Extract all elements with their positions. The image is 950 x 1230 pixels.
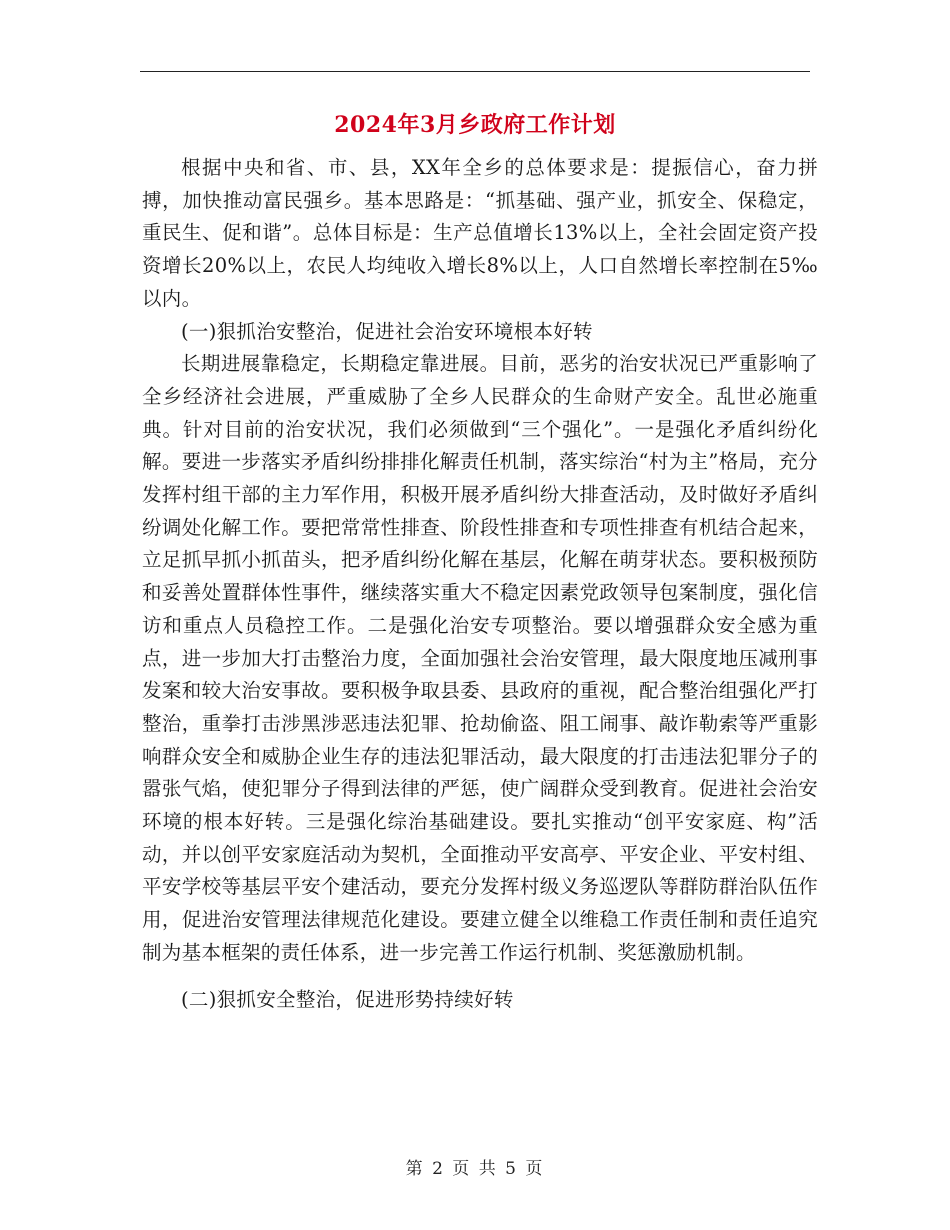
header-rule: [140, 71, 810, 72]
section-1-paragraph: 长期进展靠稳定，长期稳定靠进展。目前，恶劣的治安状况已严重影响了全乡经济社会进展，严重威胁了全乡人民群众的生命财产安全。乱世必施重典。针对目前的治安状况，我们必须做到“三个强化”。一是强化矛盾纠纷化解。要进一步落实矛盾纠纷排排化解责任机制，落实综治“村为主”格局，充分发挥村组干部的主力军作用，积极开展矛盾纠纷大排查活动，及时做好矛盾纠纷调处化解工作。要把常常性排查、阶段性排查和专项性排查有机结合起来，立足抓早抓小抓苗头，把矛盾纠纷化解在基层，化解在萌芽状态。要积极预防和妥善处置群体性事件，继续落实重大不稳定因素党政领导包案制度，强化信访和重点人员稳控工作。二是强化治安专项整治。要以增强群众安全感为重点，进一步加大打击整治力度，全面加强社会治安管理，最大限度地压减刑事发案和较大治安事故。要积极争取县委、县政府的重视，配合整治组强化严打整治，重拳打击涉黑涉恶违法犯罪、抢劫偷盗、阻工闹事、敲诈勒索等严重影响群众安全和威胁企业生存的违法犯罪活动，最大限度的打击违法犯罪分子的嚣张气焰，使犯罪分子得到法律的严惩，使广阔群众受到教育。促进社会治安环境的根本好转。三是强化综治基础建设。要扎实推动“创平安家庭、构”活动，并以创平安家庭活动为契机，全面推动平安高亭、平安企业、平安村组、平安学校等基层平安个建活动，要充分发挥村级义务巡逻队等群防群治队伍作用，促进治安管理法律规范化建设。要建立健全以维稳工作责任制和责任追究制为基本框架的责任体系，进一步完善工作运行机制、奖惩激励机制。: [142, 352, 818, 964]
intro-paragraph: 根据中央和省、市、县，XX年全乡的总体要求是：提振信心，奋力拼搏，加快推动富民强乡。基本思路是：“抓基础、强产业，抓安全、保稳定，重民生、促和谐”。总体目标是：生产总值增长13%以上，全社会固定资产投资增长20%以上，农民人均纯收入增长8%以上，人口自然增长率控制在5‰以内。: [142, 156, 818, 310]
document-body: [142, 152, 818, 1016]
section-heading-1: (一)狠抓治安整治，促进社会治安环境根本好转: [181, 319, 593, 343]
document-title: 2024年3月乡政府工作计划: [334, 112, 616, 138]
section-heading-2: (二)狠抓安全整治，促进形势持续好转: [181, 987, 514, 1011]
page-footer: 第 2 页 共 5 页: [405, 1159, 545, 1179]
